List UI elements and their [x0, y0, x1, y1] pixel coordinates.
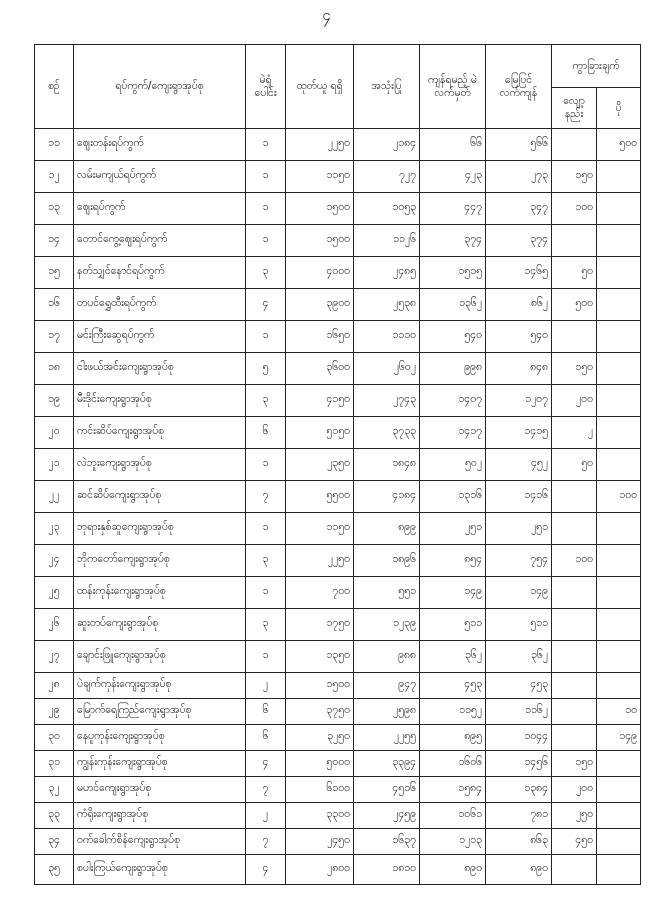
header-diff-more: ပို	[597, 88, 641, 129]
row-expected: ၁၇၅၀	[286, 609, 354, 641]
row-expected: ၁၁၅၀	[286, 161, 354, 193]
row-used: ၈၉၉	[354, 513, 420, 545]
row-used: ၁၁၁၀	[354, 321, 420, 353]
row-villages: ၆	[246, 725, 286, 751]
header-remaining-unused: ကျန်ရမည့် မဲလက်မှတ်	[420, 45, 486, 129]
row-no: ၁၁	[35, 129, 74, 161]
row-villages: ၁	[246, 321, 286, 353]
row-diff-less: ၂၅၀	[552, 803, 597, 829]
row-name: တပင်ရွှေထီးရပ်ကွက်	[74, 289, 246, 321]
table-row	[35, 751, 641, 777]
row-diff-more	[597, 257, 641, 289]
row-remaining: ၁၄၀၇	[420, 385, 486, 417]
table-row	[35, 855, 641, 885]
table-row	[35, 545, 641, 577]
row-diff-less	[552, 513, 597, 545]
row-diff-less: ၁၅၀	[552, 161, 597, 193]
row-no: ၁၇	[35, 321, 74, 353]
row-diff-more	[597, 855, 641, 885]
row-actual: ၃၄၇	[486, 193, 552, 225]
row-used: ၄၁၈၄	[354, 481, 420, 513]
row-used: ၁၈၉၆	[354, 545, 420, 577]
table-row	[35, 699, 641, 725]
row-diff-more	[597, 193, 641, 225]
row-name: လဲဘူးကျေးရွာအုပ်စု	[74, 449, 246, 481]
row-no: ၁၆	[35, 289, 74, 321]
row-remaining: ၄၅၃	[420, 673, 486, 699]
row-villages: ၄	[246, 855, 286, 885]
row-expected: ၁၅၀၀	[286, 193, 354, 225]
row-expected: ၂၂၅၀	[286, 545, 354, 577]
row-remaining: ၁၁၅၂	[420, 699, 486, 725]
row-actual: ၈၆၃	[486, 829, 552, 855]
row-diff-less: ၁၀၀	[552, 193, 597, 225]
row-expected: ၁၃၅၀	[286, 641, 354, 673]
table-body	[35, 129, 641, 885]
table-row	[35, 321, 641, 353]
row-name: ဈေးတန်းရပ်ကွက်	[74, 129, 246, 161]
table-row	[35, 449, 641, 481]
row-villages: ၇	[246, 829, 286, 855]
table-row	[35, 725, 641, 751]
row-actual: ၃၇၄	[486, 225, 552, 257]
row-used: ၁၀၅၃	[354, 193, 420, 225]
row-name: ဆူးတပ်ကျေးရွာအုပ်စု	[74, 609, 246, 641]
row-actual: ၂၅၁	[486, 513, 552, 545]
row-expected: ၄၀၀၀	[286, 257, 354, 289]
row-villages: ၄	[246, 751, 286, 777]
row-actual: ၇၈၁	[486, 803, 552, 829]
row-remaining: ၁၄၁၇	[420, 417, 486, 449]
row-actual: ၅၆၆	[486, 129, 552, 161]
row-remaining: ၈၅၄	[420, 545, 486, 577]
row-diff-less	[552, 129, 597, 161]
row-used: ၂၇၄၃	[354, 385, 420, 417]
row-diff-more	[597, 161, 641, 193]
table-row	[35, 829, 641, 855]
row-actual: ၁၃၈၄	[486, 777, 552, 803]
header-diff-less: လျော့ နည်း	[552, 88, 597, 129]
table-row	[35, 673, 641, 699]
row-diff-more: ၁၄၉	[597, 725, 641, 751]
table-row	[35, 193, 641, 225]
row-remaining: ၆၆	[420, 129, 486, 161]
row-diff-less: ၅၀	[552, 257, 597, 289]
row-remaining: ၁၄၉	[420, 577, 486, 609]
row-remaining: ၅၀၂	[420, 449, 486, 481]
row-no: ၂၇	[35, 641, 74, 673]
row-diff-more	[597, 673, 641, 699]
row-villages: ၆	[246, 417, 286, 449]
row-name: မီးဒိုင်းကျေးရွာအုပ်စု	[74, 385, 246, 417]
row-no: ၃၀	[35, 725, 74, 751]
row-actual: ၁၄၁၆	[486, 481, 552, 513]
row-used: ၃၇၃၃	[354, 417, 420, 449]
table-row	[35, 385, 641, 417]
table-row	[35, 417, 641, 449]
row-diff-less: ၂၀၀	[552, 385, 597, 417]
row-no: ၁၃	[35, 193, 74, 225]
table-row	[35, 803, 641, 829]
row-diff-less: ၅၀၀	[552, 289, 597, 321]
row-no: ၂၆	[35, 609, 74, 641]
row-actual: ၁၄၉	[486, 577, 552, 609]
row-no: ၂၅	[35, 577, 74, 609]
row-expected: ၅၅၀၀	[286, 481, 354, 513]
table-row	[35, 577, 641, 609]
row-diff-less	[552, 855, 597, 885]
table-row	[35, 641, 641, 673]
row-actual: ၇၅၄	[486, 545, 552, 577]
row-used: ၇၂၇	[354, 161, 420, 193]
row-villages: ၁	[246, 641, 286, 673]
row-no: ၃၂	[35, 777, 74, 803]
row-expected: ၁၆၅၀	[286, 321, 354, 353]
row-diff-more	[597, 225, 641, 257]
row-diff-less: ၂၀၀	[552, 777, 597, 803]
row-expected: ၃၉၀၀	[286, 289, 354, 321]
row-diff-less	[552, 577, 597, 609]
row-expected: ၁၁၅၀	[286, 513, 354, 545]
row-remaining: ၃၆၂	[420, 641, 486, 673]
row-diff-more	[597, 417, 641, 449]
row-expected: ၇၀၀	[286, 577, 354, 609]
row-expected: ၃၇၅၀	[286, 699, 354, 725]
row-used: ၉၈၈	[354, 641, 420, 673]
row-expected: ၁၅၀၀	[286, 225, 354, 257]
table-row	[35, 777, 641, 803]
row-no: ၃၃	[35, 803, 74, 829]
row-villages: ၃	[246, 545, 286, 577]
row-used: ၃၃၉၄	[354, 751, 420, 777]
row-villages: ၄	[246, 289, 286, 321]
row-name: ဘုရားနှစ်ဆူကျေးရွာအုပ်စု	[74, 513, 246, 545]
row-no: ၁၅	[35, 257, 74, 289]
row-diff-more	[597, 353, 641, 385]
row-name: တောင်ကွေ့ဈေးရပ်ကွက်	[74, 225, 246, 257]
row-villages: ၁	[246, 449, 286, 481]
row-remaining: ၁၅၁၅	[420, 257, 486, 289]
row-no: ၁၂	[35, 161, 74, 193]
row-actual: ၈၉၀	[486, 855, 552, 885]
row-diff-less	[552, 725, 597, 751]
row-actual: ၄၅၂	[486, 449, 552, 481]
row-name: ဈေးရပ်ကွက်	[74, 193, 246, 225]
row-remaining: ၈၉၀	[420, 855, 486, 885]
row-remaining: ၁၃၆၂	[420, 289, 486, 321]
row-diff-less: ၁၅၀	[552, 353, 597, 385]
row-expected: ၃၃၀၀	[286, 803, 354, 829]
row-name: ငါးဖယ်အင်းကျေးရွာအုပ်စု	[74, 353, 246, 385]
row-diff-less	[552, 699, 597, 725]
row-no: ၁၈	[35, 353, 74, 385]
row-actual: ၁၂၀၇	[486, 385, 552, 417]
row-expected: ၆၁၀၀	[286, 777, 354, 803]
row-diff-more	[597, 609, 641, 641]
table-row	[35, 481, 641, 513]
row-villages: ၁	[246, 513, 286, 545]
row-diff-less	[552, 609, 597, 641]
row-used: ၁၆၃၇	[354, 829, 420, 855]
row-expected: ၂၄၅၀	[286, 829, 354, 855]
row-actual: ၁၄၆၅	[486, 257, 552, 289]
row-actual: ၃၆၂	[486, 641, 552, 673]
row-name: ချောင်းဖြူကျေးရွာအုပ်စု	[74, 641, 246, 673]
row-no: ၂၁	[35, 449, 74, 481]
row-no: ၂၃	[35, 513, 74, 545]
row-remaining: ၄၄၇	[420, 193, 486, 225]
row-diff-more	[597, 545, 641, 577]
row-remaining: ၈၉၅	[420, 725, 486, 751]
row-diff-more	[597, 751, 641, 777]
row-name: မြောက်ရေကြည်ကျေးရွာအုပ်စု	[74, 699, 246, 725]
row-diff-more	[597, 385, 641, 417]
row-used: ၂၁၈၄	[354, 129, 420, 161]
row-villages: ၃	[246, 385, 286, 417]
row-actual: ၁၄၁၅	[486, 417, 552, 449]
row-no: ၂၀	[35, 417, 74, 449]
row-remaining: ၁၂၁၃	[420, 829, 486, 855]
row-name: ကံရိုးကျေးရွာအုပ်စု	[74, 803, 246, 829]
row-diff-more	[597, 321, 641, 353]
header-name: ရပ်ကွက်/ကျေးရွာအုပ်စု	[74, 45, 246, 129]
row-diff-less	[552, 641, 597, 673]
header-actual-remaining: မြေပြင် လက်ကျန်	[486, 45, 552, 129]
row-used: ၂၄၅၉	[354, 803, 420, 829]
table-row	[35, 289, 641, 321]
row-actual: ၈၆၂	[486, 289, 552, 321]
row-diff-less: ၁၀၀	[552, 545, 597, 577]
row-name: ထန်းကုန်းကျေးရွာအုပ်စု	[74, 577, 246, 609]
row-used: ၁၈၄၈	[354, 449, 420, 481]
row-diff-less	[552, 673, 597, 699]
row-diff-more: ၅၀၀	[597, 129, 641, 161]
row-villages: ၁	[246, 225, 286, 257]
row-diff-more: ၁၀	[597, 699, 641, 725]
row-diff-less	[552, 481, 597, 513]
row-no: ၂၉	[35, 699, 74, 725]
row-actual: ၅၁၁	[486, 609, 552, 641]
row-actual: ၅၄၀	[486, 321, 552, 353]
row-actual: ၁၄၅၆	[486, 751, 552, 777]
row-villages: ၇	[246, 481, 286, 513]
row-remaining: ၄၂၃	[420, 161, 486, 193]
row-villages: ၁	[246, 161, 286, 193]
table-row	[35, 225, 641, 257]
row-no: ၃၅	[35, 855, 74, 885]
row-diff-more	[597, 513, 641, 545]
row-used: ၄၅၁၆	[354, 777, 420, 803]
row-no: ၂၈	[35, 673, 74, 699]
row-expected: ၃၆၀၀	[286, 353, 354, 385]
row-no: ၂၂	[35, 481, 74, 513]
row-name: မဟင်ကျေးရွာအုပ်စု	[74, 777, 246, 803]
row-name: မင်းကြီးဆွေရပ်ကွက်	[74, 321, 246, 353]
row-villages: ၂	[246, 803, 286, 829]
row-no: ၂၄	[35, 545, 74, 577]
row-remaining: ၁၀၆၁	[420, 803, 486, 829]
row-expected: ၅၀၀၀	[286, 751, 354, 777]
row-villages: ၁	[246, 129, 286, 161]
row-name: လမ်းမကျယ်ရပ်ကွက်	[74, 161, 246, 193]
table-row	[35, 353, 641, 385]
row-expected: ၁၅၀၀	[286, 673, 354, 699]
row-no: ၁၉	[35, 385, 74, 417]
row-expected: ၂၈၀၀	[286, 855, 354, 885]
row-no: ၁၄	[35, 225, 74, 257]
row-remaining: ၉၉၈	[420, 353, 486, 385]
row-name: နေပူကုန်းကျေးရွာအုပ်စု	[74, 725, 246, 751]
row-used: ၁၁၂၆	[354, 225, 420, 257]
header-used: အသုံးပြု	[354, 45, 420, 129]
row-diff-more	[597, 577, 641, 609]
row-name: ဆင်ဆိပ်ကျေးရွာအုပ်စု	[74, 481, 246, 513]
row-used: ၅၅၁	[354, 577, 420, 609]
row-villages: ၆	[246, 699, 286, 725]
row-remaining: ၂၅၁	[420, 513, 486, 545]
row-remaining: ၁၃၁၆	[420, 481, 486, 513]
row-name: ပဲချက်ကုန်းကျေးရွာအုပ်စု	[74, 673, 246, 699]
row-used: ၂၅၉၈	[354, 699, 420, 725]
table-row	[35, 257, 641, 289]
row-no: ၃၁	[35, 751, 74, 777]
row-villages: ၂	[246, 673, 286, 699]
row-diff-less: ၁၅၀	[552, 751, 597, 777]
row-villages: ၁	[246, 193, 286, 225]
row-used: ၁၈၁၀	[354, 855, 420, 885]
row-name: ဝက်ခေါက်စိန်ကျေးရွာအုပ်စု	[74, 829, 246, 855]
row-expected: ၄၁၅၀	[286, 385, 354, 417]
row-remaining: ၃၇၄	[420, 225, 486, 257]
row-remaining: ၅၁၁	[420, 609, 486, 641]
header-difference: ကွာခြားချက်	[552, 45, 641, 88]
row-villages: ၃	[246, 257, 286, 289]
row-used: ၂၄၈၅	[354, 257, 420, 289]
row-villages: ၇	[246, 777, 286, 803]
header-expected: ထုတ်ယူ ရရှိ	[286, 45, 354, 129]
row-diff-less: ၂	[552, 417, 597, 449]
row-actual: ၂၇၃	[486, 161, 552, 193]
row-villages: ၅	[246, 353, 286, 385]
row-expected: ၃၂၅၀	[286, 725, 354, 751]
row-diff-more	[597, 449, 641, 481]
table-row	[35, 129, 641, 161]
row-expected: ၂၃၅၀	[286, 449, 354, 481]
row-name: နတ်သျှင်နောင်ရပ်ကွက်	[74, 257, 246, 289]
page-number: ၄	[322, 6, 331, 24]
row-diff-more: ၁၀၀	[597, 481, 641, 513]
row-diff-more	[597, 777, 641, 803]
row-expected: ၅၁၅၀	[286, 417, 354, 449]
row-villages: ၃	[246, 609, 286, 641]
row-name: ကင်းဆိပ်ကျေးရွာအုပ်စု	[74, 417, 246, 449]
row-diff-less	[552, 321, 597, 353]
row-villages: ၁	[246, 577, 286, 609]
row-name: စပါးကြယ်ကျေးရွာအုပ်စု	[74, 855, 246, 885]
row-diff-less: ၄၅၀	[552, 829, 597, 855]
row-actual: ၁၀၄၄	[486, 725, 552, 751]
row-diff-more	[597, 829, 641, 855]
table-row	[35, 161, 641, 193]
row-no: ၃၄	[35, 829, 74, 855]
row-used: ၂၂၅၅	[354, 725, 420, 751]
row-actual: ၈၄၈	[486, 353, 552, 385]
row-diff-less	[552, 225, 597, 257]
row-used: ၁၂၃၉	[354, 609, 420, 641]
table-row	[35, 513, 641, 545]
row-diff-more	[597, 289, 641, 321]
row-name: ဘိုကတော်ကျေးရွာအုပ်စု	[74, 545, 246, 577]
table-row	[35, 609, 641, 641]
row-name: ကျွန်းကုန်းကျေးရွာအုပ်စု	[74, 751, 246, 777]
ballot-table	[34, 44, 641, 885]
row-diff-more	[597, 803, 641, 829]
row-actual: ၄၅၃	[486, 673, 552, 699]
header-no: စဉ်	[35, 45, 74, 129]
row-remaining: ၁၅၈၄	[420, 777, 486, 803]
row-remaining: ၅၄၀	[420, 321, 486, 353]
header-villages: မဲရုံ ပေါင်း	[246, 45, 286, 129]
row-used: ၂၅၃၈	[354, 289, 420, 321]
row-remaining: ၁၆၀၆	[420, 751, 486, 777]
row-actual: ၁၁၆၂	[486, 699, 552, 725]
row-used: ၉၄၇	[354, 673, 420, 699]
row-diff-less: ၅၀	[552, 449, 597, 481]
row-diff-more	[597, 641, 641, 673]
row-expected: ၂၂၅၀	[286, 129, 354, 161]
row-used: ၂၆၀၂	[354, 353, 420, 385]
